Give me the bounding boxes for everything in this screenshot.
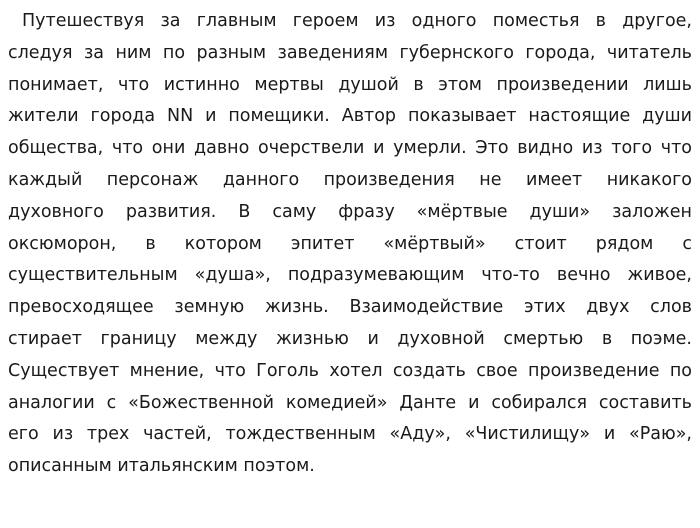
text-line: понимает, что истинно мертвы душой в этом произведении лишь — [8, 74, 692, 95]
document-page — [8, 6, 692, 483]
text-line: оксюморон, в котором эпитет «мёртвый» стоит рядом с — [8, 233, 692, 254]
text-line: общества, что они давно очерствели и умерли. Это видно из того что — [8, 138, 692, 159]
text-line: стирает границу между жизнью и духовной смертью в поэме. — [8, 328, 692, 349]
text-line: Существует мнение, что Гоголь хотел создать свое произведение по — [8, 360, 692, 381]
text-line: каждый персонаж данного произведения не имеет никакого — [8, 169, 692, 190]
text-line: существительным «душа», подразумевающим что-то вечно живое, — [8, 265, 692, 286]
body-paragraph — [8, 6, 692, 483]
text-line: следуя за ним по разным заведениям губернского города, читатель — [8, 42, 692, 63]
text-line: аналогии с «Божественной комедией» Данте и собирался составить — [8, 392, 692, 413]
text-line: описанным итальянским поэтом. — [8, 456, 315, 477]
text-line: жители города NN и помещики. Автор показывает настоящие души — [8, 106, 692, 127]
text-line: превосходящее земную жизнь. Взаимодействие этих двух слов — [8, 297, 692, 318]
text-line: духовного развития. В саму фразу «мёртвые души» заложен — [8, 201, 692, 222]
text-line: Путешествуя за главным героем из одного поместья в другое, — [22, 11, 692, 31]
text-line: его из трех частей, тождественным «Аду», «Чистилищу» и «Раю», — [8, 424, 692, 445]
